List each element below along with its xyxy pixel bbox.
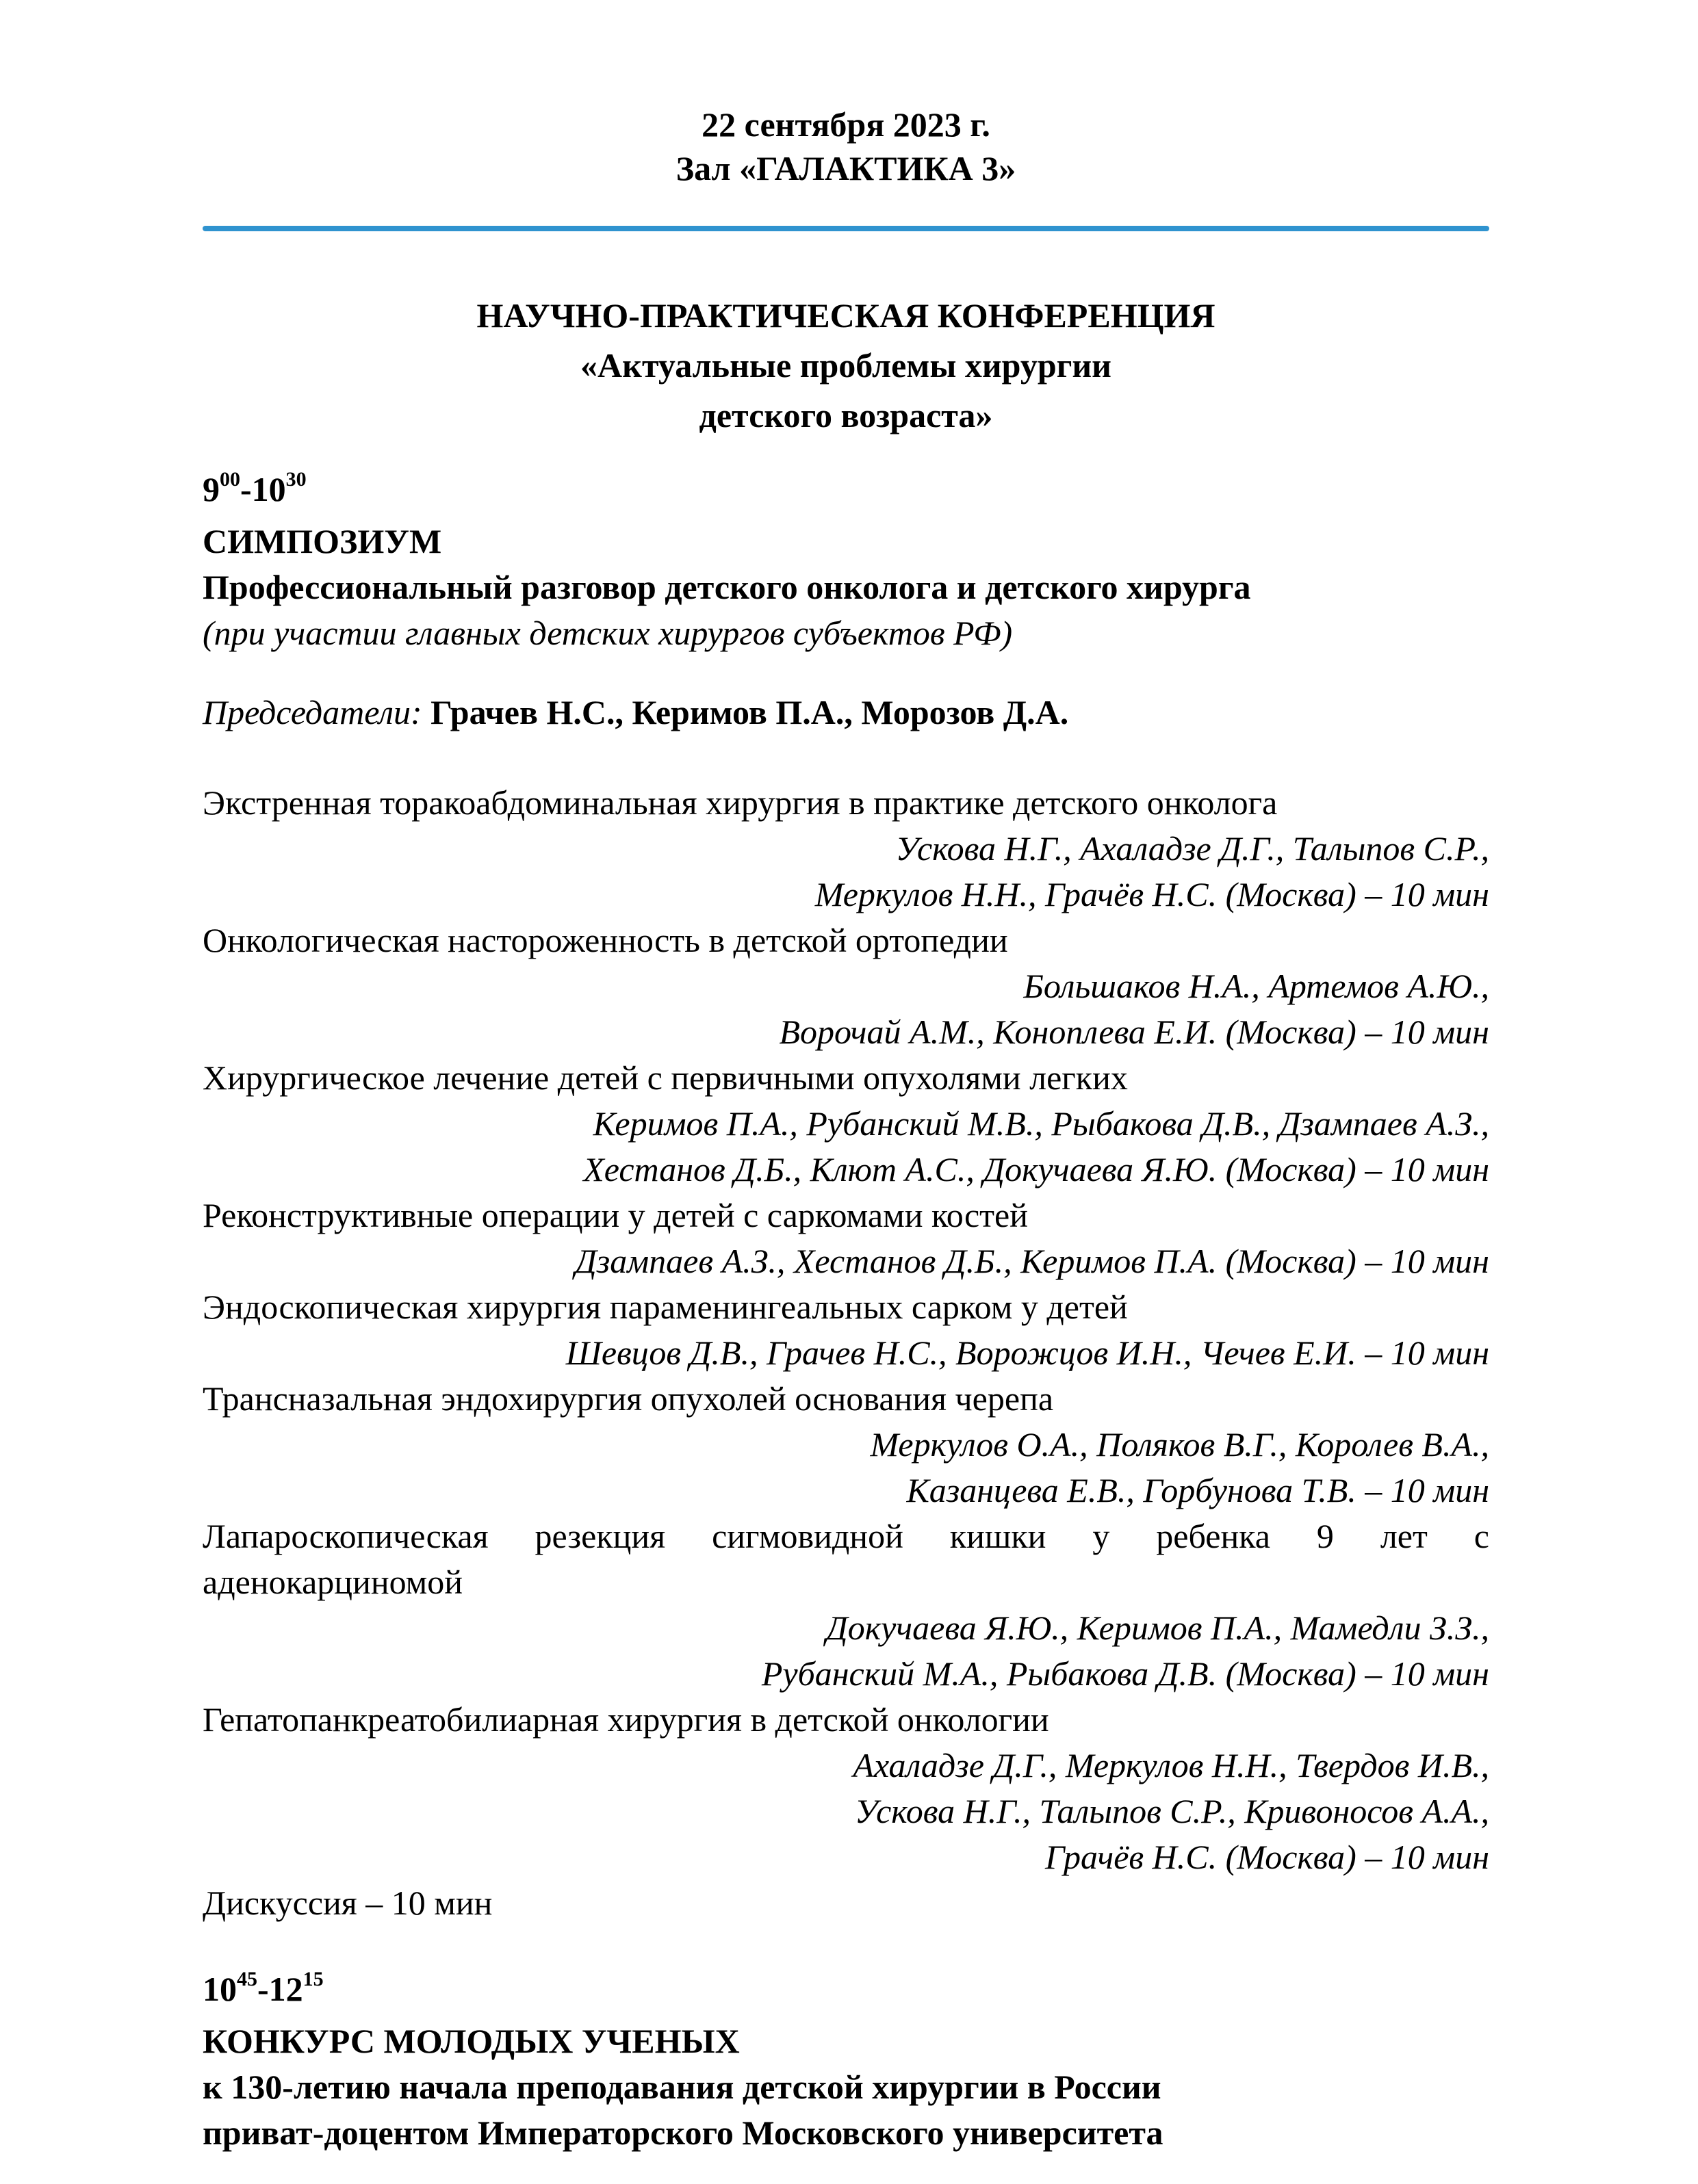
session-2-title-line-2: приват-доцентом Императорского Московского университета [203, 2114, 1163, 2152]
talk-authors: Меркулов Н.Н., Грачёв Н.С. (Москва) – 10 мин [814, 875, 1489, 913]
talk-authors: Рубанский М.А., Рыбакова Д.В. (Москва) – 10 мин [761, 1654, 1489, 1693]
talk-title: Гепатопанкреатобилиарная хирургия в детской онкологии [203, 1700, 1049, 1739]
conference-title-line-1: НАУЧНО-ПРАКТИЧЕСКАЯ КОНФЕРЕНЦИЯ [476, 296, 1215, 335]
talk-authors: Большаков Н.А., Артемов А.Ю., [1023, 967, 1489, 1005]
chairs-label: Председатели: [203, 693, 422, 731]
session-1-time: $9^{00}-10^{30}$ [203, 468, 307, 508]
talk-authors: Ускова Н.Г., Ахаладзе Д.Г., Талыпов С.Р., [895, 829, 1489, 868]
talk-title-continued: аденокарциномой [203, 1563, 463, 1601]
session-1 [203, 465, 1489, 656]
talk-title: Реконструктивные операции у детей с саркомами костей [203, 1196, 1028, 1234]
session-2-type: КОНКУРС МОЛОДЫХ УЧЕНЫХ [203, 2022, 740, 2060]
session-2-title-line-1: к 130-летию начала преподавания детской хирургии в России [203, 2068, 1161, 2106]
talk-authors: Грачёв Н.С. (Москва) – 10 мин [1045, 1838, 1489, 1876]
talk-title: Эндоскопическая хирургия параменингеальных сарком у детей [203, 1288, 1128, 1326]
session-1-title: Профессиональный разговор детского онколога и детского хирурга [203, 568, 1251, 606]
event-date: 22 сентября 2023 г. [702, 105, 990, 144]
conference-title-line-3: детского возраста» [699, 396, 993, 434]
talk-title: Онкологическая настороженность в детской ортопедии [203, 921, 1008, 959]
chairs-names: Грачев Н.С., Керимов П.А., Морозов Д.А. [430, 693, 1069, 731]
session-1-subtitle: (при участии главных детских хирургов субъектов РФ) [203, 614, 1013, 652]
talk-authors: Докучаева Я.Ю., Керимов П.А., Мамедли З.З., [825, 1609, 1489, 1647]
event-hall: Зал «ГАЛАКТИКА 3» [676, 149, 1016, 187]
talk-authors: Керимов П.А., Рубанский М.В., Рыбакова Д.В., Дзампаев А.З., [593, 1104, 1489, 1143]
page [203, 0, 1489, 2152]
event-header [203, 0, 1489, 190]
talk-authors: Дзампаев А.З., Хестанов Д.Б., Керимов П.А. (Москва) – 10 мин [574, 1242, 1489, 1280]
talk-authors: Ворочай А.М., Коноплева Е.И. (Москва) – 10 мин [779, 1013, 1489, 1051]
session-1-talks [203, 780, 1489, 1926]
talk-title: Хирургическое лечение детей с первичными опухолями легких [203, 1058, 1128, 1097]
talk-authors: Казанцева Е.В., Горбунова Т.В. – 10 мин [906, 1471, 1489, 1509]
session-1-type: СИМПОЗИУМ [203, 522, 442, 560]
talk-authors: Ахаладзе Д.Г., Меркулов Н.Н., Твердов И.В., [853, 1746, 1489, 1784]
talk-title: Трансназальная эндохирургия опухолей основания черепа [203, 1379, 1054, 1418]
talk-authors: Ускова Н.Г., Талыпов С.Р., Кривоносов А.А., [854, 1792, 1489, 1830]
talk-authors: Хестанов Д.Б., Клют А.С., Докучаева Я.Ю. (Москва) – 10 мин [583, 1150, 1489, 1188]
session-2-time: $10^{45}-12^{15}$ [203, 1968, 324, 2008]
conference-title [203, 284, 1489, 447]
talk-authors: Шевцов Д.В., Грачев Н.С., Ворожцов И.Н., Чечев Е.И. – 10 мин [565, 1334, 1489, 1372]
discussion: Дискуссия – 10 мин [203, 1884, 493, 1922]
session-1-chairs [203, 690, 1489, 736]
talk-authors: Меркулов О.А., Поляков В.Г., Королев В.А., [870, 1425, 1489, 1464]
header-divider [203, 226, 1489, 231]
conference-title-line-2: «Актуальные проблемы хирургии [580, 346, 1111, 385]
session-2 [203, 1965, 1489, 2156]
talk-title: Экстренная торакоабдоминальная хирургия в практике детского онколога [203, 783, 1278, 822]
talk-title: Лапароскопическая резекция сигмовидной кишки у ребенка 9 лет с [203, 1517, 1489, 1555]
